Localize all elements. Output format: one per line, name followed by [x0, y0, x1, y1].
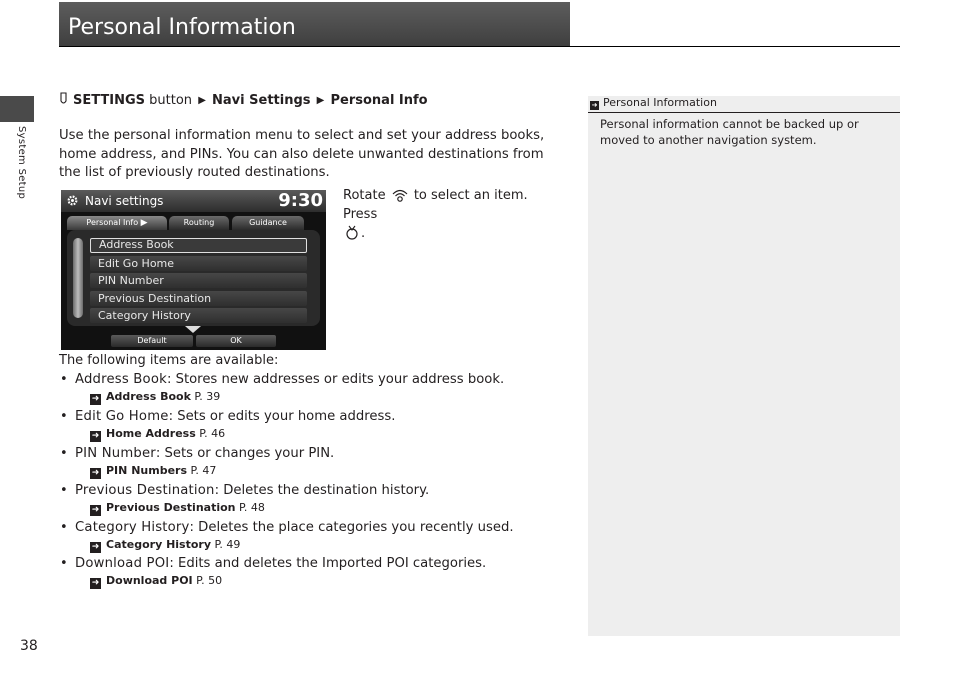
- tab-personal-info-label: Personal Info: [86, 218, 139, 227]
- screen-tabs: [67, 216, 322, 230]
- page-title: Personal Information: [68, 15, 296, 40]
- cross-reference-link[interactable]: [90, 390, 220, 405]
- item-term: Address Book: [75, 372, 167, 387]
- menu-item-address-book[interactable]: Address Book: [90, 238, 307, 253]
- section-label: System Setup: [16, 126, 27, 200]
- cross-reference-link[interactable]: [90, 574, 222, 589]
- item-desc: : Edits and deletes the Imported POI categories.: [169, 556, 487, 572]
- bullet: •: [60, 445, 68, 461]
- item-desc: : Deletes the place categories you recently used.: [189, 519, 514, 535]
- item-desc: : Stores new addresses or edits your address book.: [166, 372, 505, 387]
- item-term: Previous Destination: [75, 482, 215, 498]
- section-tab: [0, 96, 34, 122]
- ok-button[interactable]: OK: [196, 335, 276, 347]
- gear-icon: [67, 195, 78, 206]
- bullet: •: [60, 482, 68, 498]
- xref-title: Home Address: [106, 426, 196, 440]
- instruction-middle: to select an item. Press: [343, 188, 528, 222]
- xref-title: Category History: [106, 537, 212, 551]
- tab-routing-label: Routing: [183, 218, 215, 227]
- cross-reference-link[interactable]: [90, 464, 216, 479]
- side-note-title: Personal Information: [603, 96, 717, 109]
- breadcrumb-arrow-icon: ▶: [316, 95, 325, 106]
- cross-reference-link[interactable]: [90, 427, 225, 442]
- xref-title: Download POI: [106, 574, 193, 588]
- instruction-after: .: [361, 226, 366, 241]
- reference-arrow-icon: ➜: [91, 394, 100, 404]
- header-rule: [59, 46, 900, 47]
- tab-guidance[interactable]: [232, 216, 304, 230]
- list-item: [59, 482, 559, 519]
- reference-arrow-icon: ➜: [91, 467, 100, 478]
- breadcrumb-navi-settings: Navi Settings: [212, 93, 311, 108]
- breadcrumb-personal-info: Personal Info: [330, 93, 428, 108]
- list-item: [59, 371, 559, 408]
- breadcrumb: [59, 92, 428, 108]
- bullet: •: [60, 408, 68, 424]
- available-intro: The following items are available:: [59, 353, 279, 368]
- tab-personal-info[interactable]: [67, 216, 167, 230]
- xref-page: P. 39: [190, 390, 221, 403]
- item-desc: : Sets or changes your PIN.: [155, 445, 335, 461]
- breadcrumb-settings: SETTINGS: [73, 93, 146, 108]
- note-marker-icon: ➜: [591, 101, 598, 109]
- cross-reference-link[interactable]: [90, 501, 265, 516]
- bullet: •: [60, 556, 68, 572]
- instruction-before: Rotate: [343, 188, 390, 203]
- xref-page: P. 48: [235, 500, 265, 514]
- menu-item-pin-number[interactable]: PIN Number: [90, 273, 307, 288]
- xref-page: P. 47: [187, 463, 217, 477]
- page-number: 38: [20, 638, 38, 654]
- list-item: [59, 519, 559, 556]
- item-term: Category History: [75, 519, 190, 535]
- side-note: [588, 96, 900, 636]
- screen-title: Navi settings: [85, 194, 164, 208]
- item-term: Edit Go Home: [75, 408, 169, 424]
- cross-reference-link[interactable]: [90, 538, 240, 553]
- reference-arrow-icon: ➜: [91, 430, 100, 441]
- xref-title: Address Book: [106, 390, 191, 403]
- xref-title: Previous Destination: [106, 500, 236, 514]
- item-term: PIN Number: [75, 445, 156, 461]
- xref-page: P. 46: [195, 426, 226, 440]
- xref-title: PIN Numbers: [106, 463, 187, 477]
- menu-item-previous-destination[interactable]: Previous Destination: [90, 291, 307, 306]
- tab-guidance-label: Guidance: [249, 218, 287, 227]
- tab-routing[interactable]: [169, 216, 229, 230]
- bullet: •: [60, 372, 68, 387]
- screen-clock: 9:30: [278, 190, 323, 211]
- item-desc: : Deletes the destination history.: [214, 482, 430, 498]
- menu-item-edit-go-home[interactable]: Edit Go Home: [90, 256, 307, 271]
- reference-arrow-icon: ➜: [91, 504, 100, 515]
- intro-paragraph: Use the personal information menu to select and set your address books, home address, and PINs. You can also delete unwanted destinations from the list of previously routed destinations.: [59, 128, 545, 180]
- xref-page: P. 49: [211, 537, 241, 551]
- interface-dial-rotate-icon: [390, 187, 410, 203]
- bullet: •: [60, 519, 68, 535]
- list-item: [59, 445, 559, 482]
- menu-item-category-history[interactable]: Category History: [90, 308, 307, 323]
- rotate-instruction: [343, 186, 563, 243]
- item-list: [59, 371, 559, 592]
- scroll-down-arrow-icon[interactable]: [185, 326, 201, 333]
- screen-menu-panel: [67, 230, 320, 326]
- breadcrumb-suffix: button: [145, 93, 193, 108]
- side-note-header: [588, 96, 900, 113]
- home-button-icon: [59, 92, 68, 106]
- item-desc: : Sets or edits your home address.: [168, 408, 396, 424]
- play-arrow-icon: ▶: [140, 218, 148, 228]
- reference-arrow-icon: ➜: [91, 578, 100, 589]
- item-term: Download POI: [75, 556, 170, 572]
- screen-scroll-dial: [73, 238, 83, 318]
- xref-page: P. 50: [192, 574, 223, 588]
- list-item: [59, 555, 559, 592]
- navi-settings-screen: [61, 190, 326, 350]
- default-button[interactable]: Default: [111, 335, 193, 347]
- reference-arrow-icon: ➜: [91, 541, 100, 552]
- side-note-body: Personal information cannot be backed up or moved to another navigation system.: [600, 117, 859, 147]
- interface-dial-press-icon: [343, 225, 361, 241]
- breadcrumb-arrow-icon: ▶: [198, 95, 206, 106]
- list-item: [59, 408, 559, 445]
